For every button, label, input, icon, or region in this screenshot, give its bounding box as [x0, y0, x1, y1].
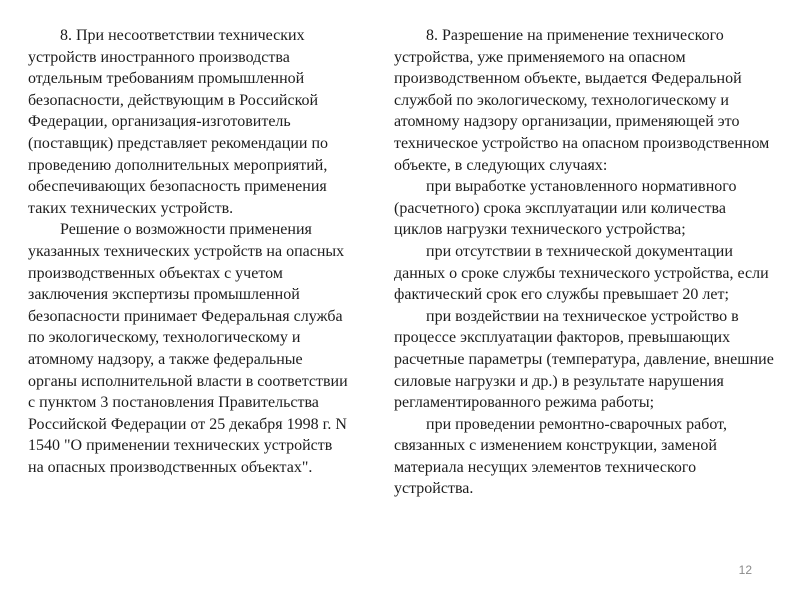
left-column: [28, 25, 350, 478]
paragraph-permission: 8. Разрешение на применение технического устройства, уже применяемого на опасном производственном объекте, выдается Федеральной службой по экологическому, технологическому и атомному надзору организации, применяющей это техническое устройство на опасном производственном объекте, в следующих случаях:: [394, 27, 770, 174]
list-item-repair-welding: при проведении ремонтно-сварочных работ, связанных с изменением конструкции, заменой материала несущих элементов технического устройства.: [394, 415, 727, 498]
list-item-no-service-life-data: при отсутствии в технической документации данных о сроке службы технического устройства, если фактический срок его службы превышает 20 лет;: [394, 242, 769, 304]
page-number: 12: [738, 563, 752, 577]
paragraph-decision: Решение о возможности применения указанных технических устройств на опасных производственных объектах с учетом заключения экспертизы промышленной безопасности принимает Федеральная служба по экологическому, технологическому и атомному надзору, а также федеральные органы исполнительной власти в соответствии с пунктом 3 постановления Правительства Российской Федерации от 25 декабря 1998 г. N 1540 "О применении технических устройств на опасных производственных объектах".: [28, 221, 348, 476]
paragraph-nonconformity: 8. При несоответствии технических устройств иностранного производства отдельным требованиям промышленной безопасности, действующим в Российской Федерации, организация-изготовитель (поставщик) представляет рекомендации по проведению дополнительных мероприятий, обеспечивающих безопасность применения таких технических устройств.: [28, 27, 329, 217]
right-column: [394, 25, 778, 500]
list-item-excess-factors: при воздействии на техническое устройство в процессе эксплуатации факторов, превышающих расчетные параметры (температура, давление, внешние силовые нагрузки и др.) в результате нарушения регламентированного режима работы;: [394, 307, 774, 412]
list-item-service-life-exceeded: при выработке установленного нормативного (расчетного) срока эксплуатации или количества циклов нагрузки технического устройства;: [394, 178, 737, 239]
